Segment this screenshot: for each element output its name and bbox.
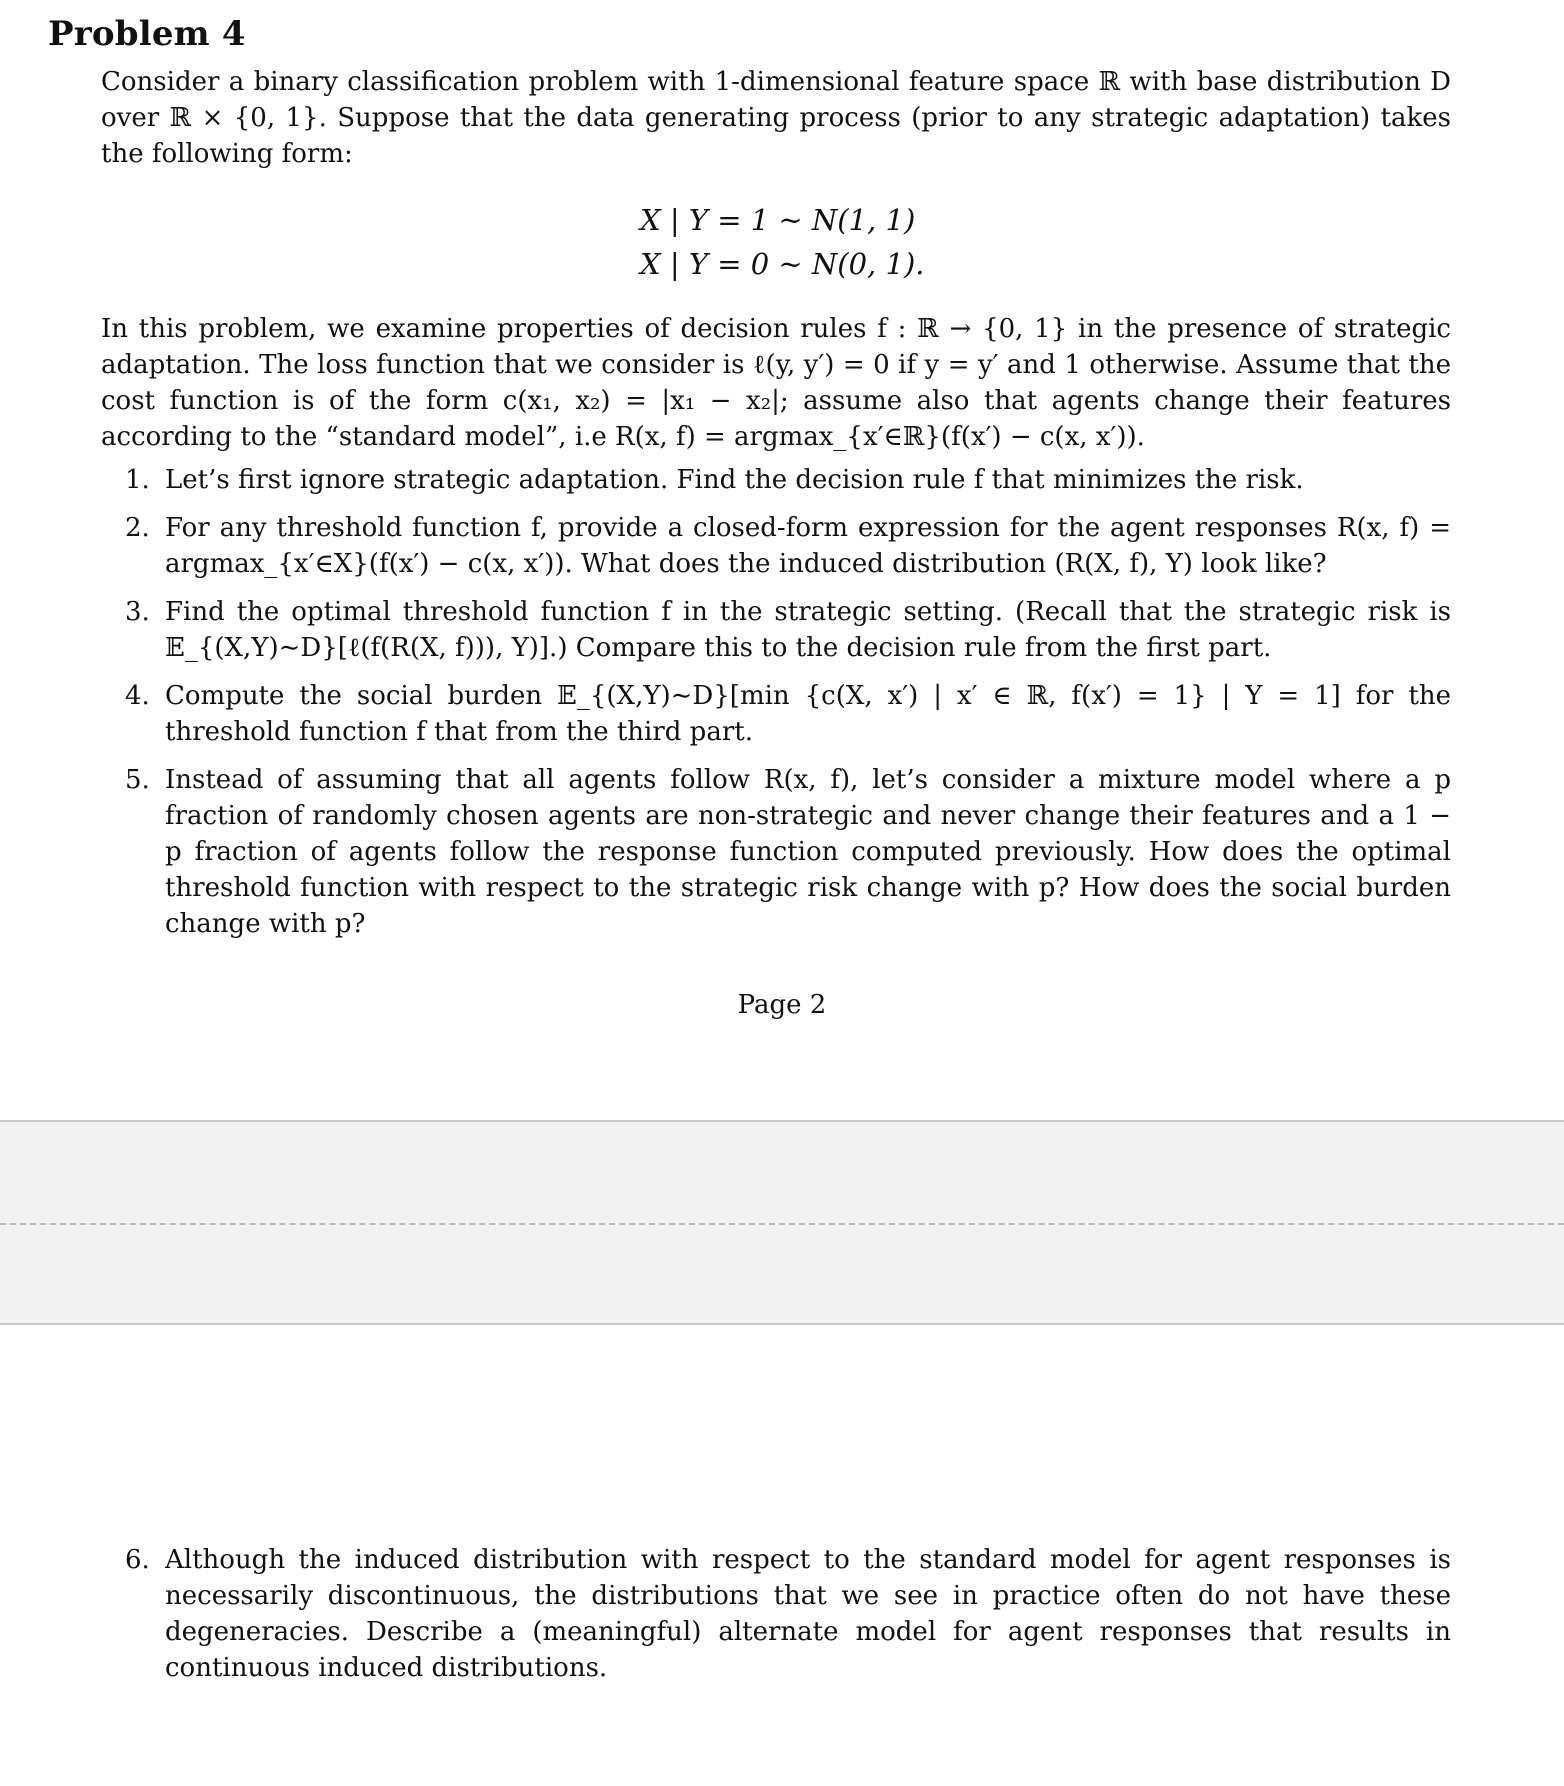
distribution-equations xyxy=(640,198,924,286)
equation-y0: X | Y = 0 ~ N(0, 1). xyxy=(640,247,925,281)
question-item xyxy=(101,678,1451,750)
intro-paragraph: Consider a binary classification problem with 1-dimensional feature space ℝ with base distribution D over ℝ × {0, 1}. Suppose that the data generating process (prior to any strategic adaptation) takes the following form: xyxy=(101,67,1451,169)
setup-paragraph: In this problem, we examine properties of decision rules f : ℝ → {0, 1} in the presence of strategic adaptation. The loss function that we consider is ℓ(y, y′) = 0 if y = y′ and 1 otherwise. Assume that the cost function is of the form c(x₁, x₂) = |x₁ − x₂|; assume also that agents change their features according to the “standard model”, i.e R(x, f) = argmax_{x′∈ℝ}(f(x′) − c(x, x′)). xyxy=(101,314,1451,452)
question-list-continued xyxy=(101,1542,1451,1686)
question-item xyxy=(101,462,1451,498)
question-number: 5. xyxy=(125,765,150,795)
question-text: For any threshold function f, provide a closed-form expression for the agent responses R(x, f) = argmax_{x′∈X}(f(x′) − c(x, x′)). What does the induced distribution (R(X, f), Y) look like? xyxy=(165,513,1451,579)
equation-y1: X | Y = 1 ~ N(1, 1) xyxy=(640,203,916,237)
page-break xyxy=(0,1120,1564,1325)
question-text: Instead of assuming that all agents follow R(x, f), let’s consider a mixture model where a p fraction of randomly chosen agents are non-strategic and never change their features and a 1 − p fraction of agents follow the response function computed previously. How does the optimal threshold function with respect to the strategic risk change with p? How does the social burden change with p? xyxy=(165,765,1451,939)
question-number: 1. xyxy=(125,465,150,495)
question-item xyxy=(101,510,1451,582)
page-number: Page 2 xyxy=(737,990,827,1020)
question-number: 3. xyxy=(125,597,150,627)
problem-title: Problem 4 xyxy=(48,14,246,54)
question-text: Compute the social burden 𝔼_{(X,Y)∼D}[min {c(X, x′) | x′ ∈ ℝ, f(x′) = 1} | Y = 1] for the threshold function f that from the third part. xyxy=(165,681,1451,747)
question-text: Find the optimal threshold function f in the strategic setting. (Recall that the strategic risk is 𝔼_{(X,Y)∼D}[ℓ(f(R(X, f))), Y)].) Compare this to the decision rule from the first part. xyxy=(165,597,1451,663)
question-number: 4. xyxy=(125,681,150,711)
question-number: 2. xyxy=(125,513,150,543)
question-text: Although the induced distribution with respect to the standard model for agent responses is necessarily discontinuous, the distributions that we see in practice often do not have these degeneracies. Describe a (meaningful) alternate model for agent responses that results in continuous induced distributions. xyxy=(165,1545,1451,1683)
question-text: Let’s first ignore strategic adaptation. Find the decision rule f that minimizes the risk. xyxy=(165,465,1304,495)
question-item xyxy=(101,762,1451,942)
question-item xyxy=(101,594,1451,666)
page-break-divider xyxy=(0,1223,1564,1225)
question-item xyxy=(101,1542,1451,1686)
question-number: 6. xyxy=(125,1545,150,1575)
question-list xyxy=(101,462,1451,954)
